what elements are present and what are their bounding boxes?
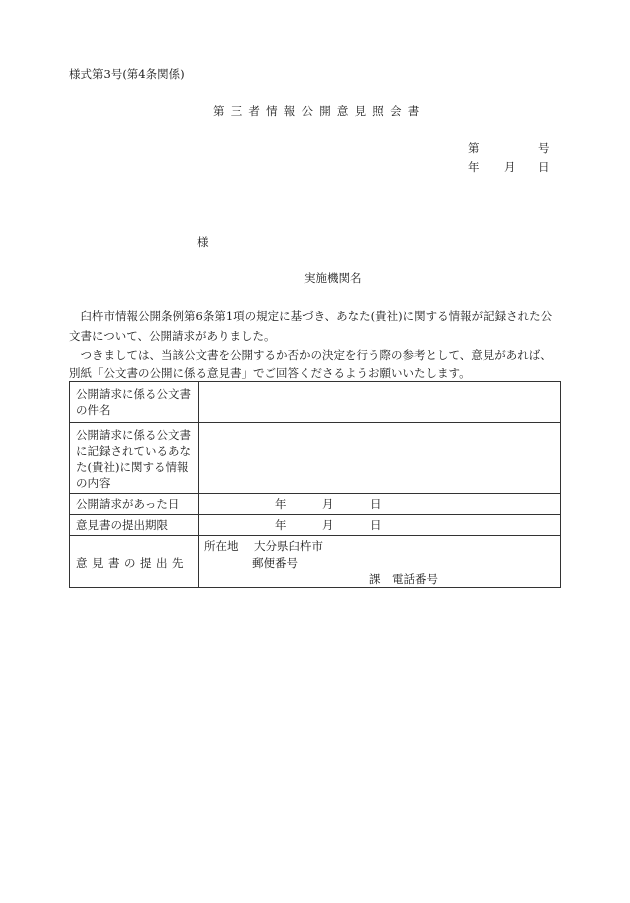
table-row-submission-deadline xyxy=(70,515,561,536)
document-number-prefix: 第 xyxy=(468,141,480,155)
issue-date-month: 月 xyxy=(504,160,516,174)
destination-address-label: 所在地 xyxy=(204,539,239,553)
value-request-date xyxy=(199,494,561,515)
body-paragraph-2-line-2: 別紙「公文書の公開に係る意見書」でご回答くださるようお願いいたします。 xyxy=(69,366,471,380)
table-row-document-title xyxy=(70,382,561,423)
issue-date-year: 年 xyxy=(468,160,480,174)
value-document-title xyxy=(199,382,561,423)
destination-section: 課 xyxy=(369,572,381,586)
label-information-content: 公開請求に係る公文書に記録されているあなた(貴社)に関する情報の内容 xyxy=(70,423,199,494)
table-row-submission-destination xyxy=(70,536,561,588)
information-table xyxy=(69,381,561,588)
label-document-title: 公開請求に係る公文書の件名 xyxy=(70,382,199,423)
body-paragraph-1-line-1: 臼杵市情報公開条例第6条第1項の規定に基づき、あなた(貴社)に関する情報が記録された公 xyxy=(69,309,553,323)
document-title: 第三者情報公開意見照会書 xyxy=(213,104,426,118)
deadline-month: 月 xyxy=(322,518,334,532)
value-submission-destination xyxy=(199,536,561,588)
destination-address-value: 大分県臼杵市 xyxy=(254,539,323,553)
value-submission-deadline xyxy=(199,515,561,536)
label-submission-deadline: 意見書の提出期限 xyxy=(70,515,199,536)
document-number-suffix: 号 xyxy=(538,141,550,155)
value-information-content xyxy=(199,423,561,494)
table-row-information-content xyxy=(70,423,561,494)
request-date-month: 月 xyxy=(322,497,334,511)
request-date-day: 日 xyxy=(370,497,382,511)
body-paragraph-1-line-2: 文書について、公開請求がありました。 xyxy=(69,329,276,343)
request-date-year: 年 xyxy=(275,497,287,511)
document-number-line xyxy=(468,140,550,156)
body-paragraph-2-line-1: つきましては、当該公文書を公開するか否かの決定を行う際の参考として、意見があれば、 xyxy=(69,348,552,362)
table-row-request-date xyxy=(70,494,561,515)
issue-date-day: 日 xyxy=(538,160,550,174)
destination-phone-label: 電話番号 xyxy=(392,572,438,586)
form-number: 様式第3号(第4条関係) xyxy=(69,67,185,81)
recipient-honorific: 様 xyxy=(197,235,209,249)
deadline-year: 年 xyxy=(275,518,287,532)
label-submission-destination: 意見書の提出先 xyxy=(70,536,199,588)
issuer-name: 実施機関名 xyxy=(304,271,362,285)
destination-postal-label: 郵便番号 xyxy=(252,556,298,570)
deadline-day: 日 xyxy=(370,518,382,532)
label-request-date: 公開請求があった日 xyxy=(70,494,199,515)
